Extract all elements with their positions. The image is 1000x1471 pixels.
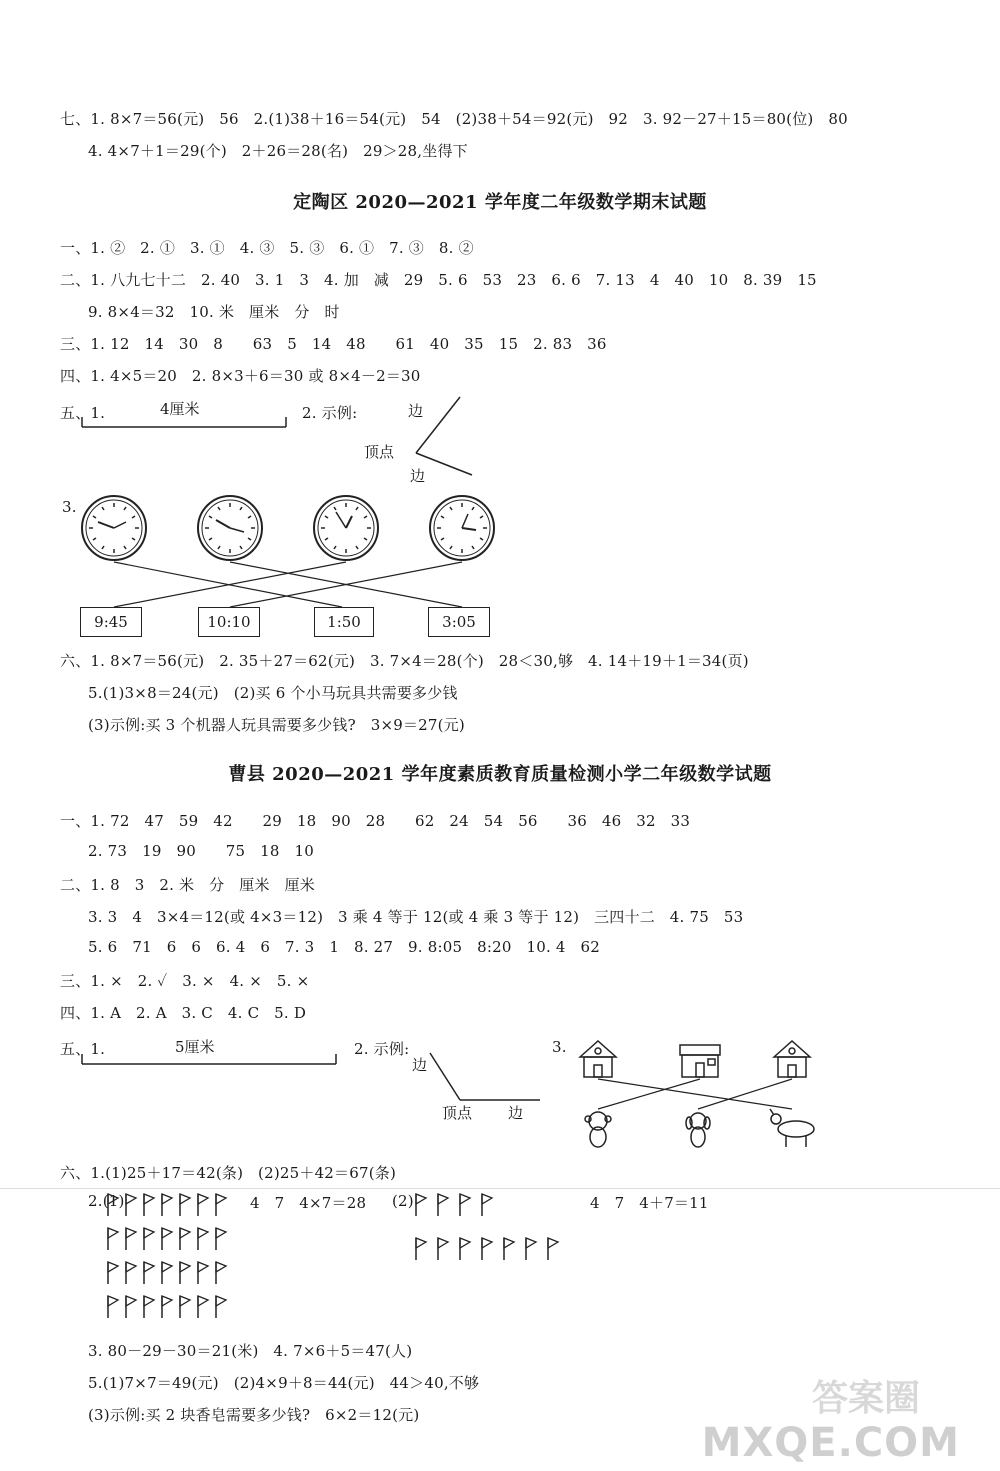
- angle-edge-label: 边: [412, 1056, 428, 1074]
- angle-edge-label: 边: [410, 467, 426, 485]
- flag-array-7x4: [104, 1190, 244, 1330]
- answer-line: 5.(1)3×8＝24(元) (2)买 6 个小马玩具共需要多少钱: [88, 684, 458, 702]
- answer-line: 一、1. 72 47 59 42 29 18 90 28 62 24 54 56 36 46 32 33: [60, 812, 691, 830]
- answer-line: 四、1. 4×5＝20 2. 8×3＋6＝30 或 8×4－2＝30: [60, 367, 421, 385]
- time-label-box: 3:05: [428, 607, 490, 637]
- flag-row: [108, 1194, 226, 1216]
- watermark-url: MXQE.COM: [701, 1420, 960, 1466]
- answer-line: (3)示例:买 2 块香皂需要多少钱? 6×2＝12(元): [88, 1406, 420, 1424]
- angle-vertex-label: 顶点: [364, 443, 395, 461]
- answer-text: 4 7 4＋7＝11: [590, 1194, 709, 1212]
- time-label-box: 1:50: [314, 607, 374, 637]
- question-label: 2. 示例:: [354, 1040, 410, 1058]
- answer-line: 六、1. 8×7＝56(元) 2. 35＋27＝62(元) 3. 7×4＝28(个) 28＜30,够 4. 14＋19＋1＝34(页): [60, 652, 749, 670]
- answer-line: 三、1. × 2. ✓ 3. × 4. × 5. ×: [60, 972, 310, 990]
- segment-label: 4厘米: [160, 400, 200, 418]
- answer-line: 3. 80－29－30＝21(米) 4. 7×6＋5＝47(人): [88, 1342, 413, 1360]
- time-label-box: 10:10: [198, 607, 260, 637]
- house-icon: [680, 1045, 720, 1077]
- answer-line: 2. 73 19 90 75 18 10: [88, 842, 315, 860]
- angle-vertex-label: 顶点: [442, 1104, 473, 1122]
- answer-line: (3)示例:买 3 个机器人玩具需要多少钱? 3×9＝27(元): [88, 716, 465, 734]
- question-label: 3.: [552, 1038, 567, 1056]
- clock-icon: [314, 496, 378, 560]
- angle-edge-label: 边: [408, 402, 424, 420]
- answer-line: 3. 3 4 3×4＝12(或 4×3＝12) 3 乘 4 等于 12(或 4 乘 3 等于 12) 三四十二 4. 75 53: [88, 908, 744, 926]
- flag-groups-4-and-7: [410, 1190, 580, 1270]
- watermark-logo: 答案圈: [811, 1378, 920, 1419]
- dog-icon: [686, 1113, 710, 1147]
- flag-row: [108, 1296, 226, 1318]
- segment-label: 5厘米: [175, 1038, 215, 1056]
- house-animal-matching-diagram: [570, 1035, 830, 1155]
- answer-line: 4. 4×7＋1＝29(个) 2＋26＝28(名) 29＞28,坐得下: [88, 142, 468, 160]
- line-segment-5cm: [80, 1052, 340, 1066]
- answer-line: 9. 8×4＝32 10. 米 厘米 分 时: [88, 303, 340, 321]
- answer-line: 六、1.(1)25＋17＝42(条) (2)25＋42＝67(条): [60, 1164, 397, 1182]
- clock-icon: [82, 496, 146, 560]
- question-label: 五、1.: [60, 1040, 106, 1058]
- divider: [0, 1188, 1000, 1189]
- flag-row: [416, 1194, 492, 1216]
- exam-title: 定陶区 2020—2021 学年度二年级数学期末试题: [293, 192, 707, 213]
- exam-title: 曹县 2020—2021 学年度素质教育质量检测小学二年级数学试题: [228, 764, 772, 785]
- answer-line: 5.(1)7×7＝49(元) (2)4×9＋8＝44(元) 44＞40,不够: [88, 1374, 480, 1392]
- flag-row: [416, 1238, 558, 1260]
- answer-line: 二、1. 8 3 2. 米 分 厘米 厘米: [60, 876, 315, 894]
- house-icon: [774, 1041, 810, 1077]
- answer-line: 一、1. ② 2. ① 3. ① 4. ③ 5. ③ 6. ① 7. ③ 8. ②: [60, 239, 474, 257]
- question-label: 3.: [62, 498, 77, 516]
- angle-diagram: [420, 1050, 550, 1105]
- goat-icon: [770, 1109, 814, 1147]
- angle-edge-label: 边: [508, 1104, 524, 1122]
- question-label: (2): [392, 1192, 414, 1210]
- answer-text: 4 7 4×7＝28: [250, 1194, 367, 1212]
- answer-line: 三、1. 12 14 30 8 63 5 14 48 61 40 35 15 2. 83 36: [60, 335, 607, 353]
- answer-line: 二、1. 八九七十二 2. 40 3. 1 3 4. 加 减 29 5. 6 53 23 6. 6 7. 13 4 40 10 8. 39 15: [60, 271, 817, 289]
- clock-icon: [198, 496, 262, 560]
- question-label: 2.(1): [88, 1192, 125, 1210]
- flag-row: [108, 1262, 226, 1284]
- answer-line: 四、1. A 2. A 3. C 4. C 5. D: [60, 1004, 307, 1022]
- monkey-icon: [585, 1112, 611, 1147]
- question-label: 五、1.: [60, 404, 106, 422]
- time-label-box: 9:45: [80, 607, 142, 637]
- clock-icon: [430, 496, 494, 560]
- answer-line: 5. 6 71 6 6 6. 4 6 7. 3 1 8. 27 9. 8:05 8:20 10. 4 62: [88, 938, 601, 956]
- house-icon: [580, 1041, 616, 1077]
- answer-line: 七、1. 8×7＝56(元) 56 2.(1)38＋16＝54(元) 54 (2)38＋54＝92(元) 92 3. 92－27＋15＝80(位) 80: [60, 110, 848, 128]
- flag-row: [108, 1228, 226, 1250]
- line-segment-4cm: [80, 415, 290, 429]
- question-label: 2. 示例:: [302, 404, 358, 422]
